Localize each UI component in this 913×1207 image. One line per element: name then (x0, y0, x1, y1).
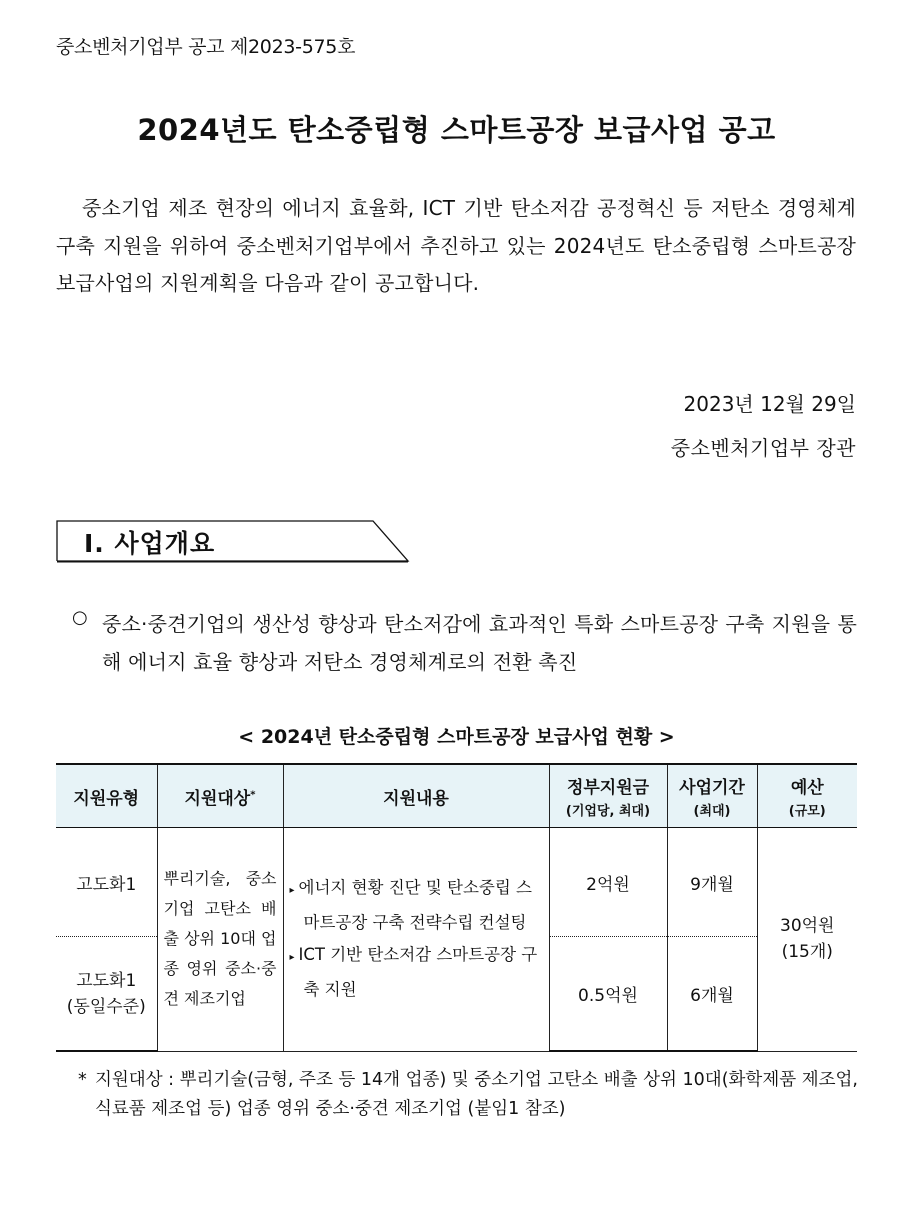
footnote (78, 1066, 858, 1124)
row1-type: 고도화1 (56, 828, 157, 937)
header-content: 지원내용 (283, 764, 549, 828)
row2-period: 6개월 (667, 937, 757, 1052)
content-item-1: ▸ 에너지 현황 진단 및 탄소중립 스마트공장 구축 전략수립 컨설팅 (289, 878, 532, 933)
section-label: Ⅰ. 사업개요 (84, 529, 216, 558)
table-row (56, 828, 857, 937)
issuer: 중소벤처기업부 장관 (670, 436, 856, 460)
header-target: 지원대상* (157, 764, 283, 828)
overview-text: 중소·중견기업의 생산성 향상과 탄소저감에 효과적인 특화 스마트공장 구축 지원을 통해 에너지 효율 향상과 저탄소 경영체계로의 전환 촉진 (102, 612, 857, 674)
row1-period: 9개월 (667, 828, 757, 937)
intro-text: 중소기업 제조 현장의 에너지 효율화, ICT 기반 탄소저감 공정혁신 등 저탄소 경영체계 구축 지원을 위하여 중소벤처기업부에서 추진하고 있는 2024년도 탄소중립형 스마트공장 보급사업의 지원계획을 다음과 같이 공고합니다. (56, 196, 856, 295)
footnote-text: 지원대상 : 뿌리기술(금형, 주조 등 14개 업종) 및 중소기업 고탄소 배출 상위 10대(화학제품 제조업, 식료품 제조업 등) 업종 영위 중소·중견 제조기업 (붙임1 참조) (95, 1070, 858, 1119)
row2-grant: 0.5억원 (549, 937, 667, 1052)
notice-number: 중소벤처기업부 공고 제2023-575호 (56, 36, 356, 58)
header-period: 사업기간 (최대) (667, 764, 757, 828)
section-heading (56, 520, 408, 561)
header-budget: 예산 (규모) (757, 764, 857, 828)
support-content (283, 828, 549, 1052)
header-grant: 정부지원금 (기업당, 최대) (549, 764, 667, 828)
budget-cell: 30억원 (15개) (757, 828, 857, 1052)
support-target: 뿌리기술, 중소기업 고탄소 배출 상위 10대 업종 영위 중소·중견 제조기업 (157, 828, 283, 1052)
triangle-bullet-icon: ▸ (289, 952, 295, 964)
row1-grant: 2억원 (549, 828, 667, 937)
page-title: 2024년도 탄소중립형 스마트공장 보급사업 공고 (137, 113, 776, 147)
announcement-date: 2023년 12월 29일 (683, 392, 856, 416)
intro-paragraph (56, 190, 856, 303)
triangle-bullet-icon: ▸ (289, 885, 295, 897)
circle-bullet-icon: ○ (72, 607, 88, 628)
table-title: < 2024년 탄소중립형 스마트공장 보급사업 현황 > (238, 726, 675, 748)
content-item-2: ▸ ICT 기반 탄소저감 스마트공장 구축 지원 (289, 945, 538, 1000)
table-header-row (56, 764, 857, 828)
support-table (56, 763, 857, 1052)
row2-type: 고도화1 (동일수준) (56, 937, 157, 1052)
header-type: 지원유형 (56, 764, 157, 828)
footnote-mark: * (78, 1070, 87, 1090)
